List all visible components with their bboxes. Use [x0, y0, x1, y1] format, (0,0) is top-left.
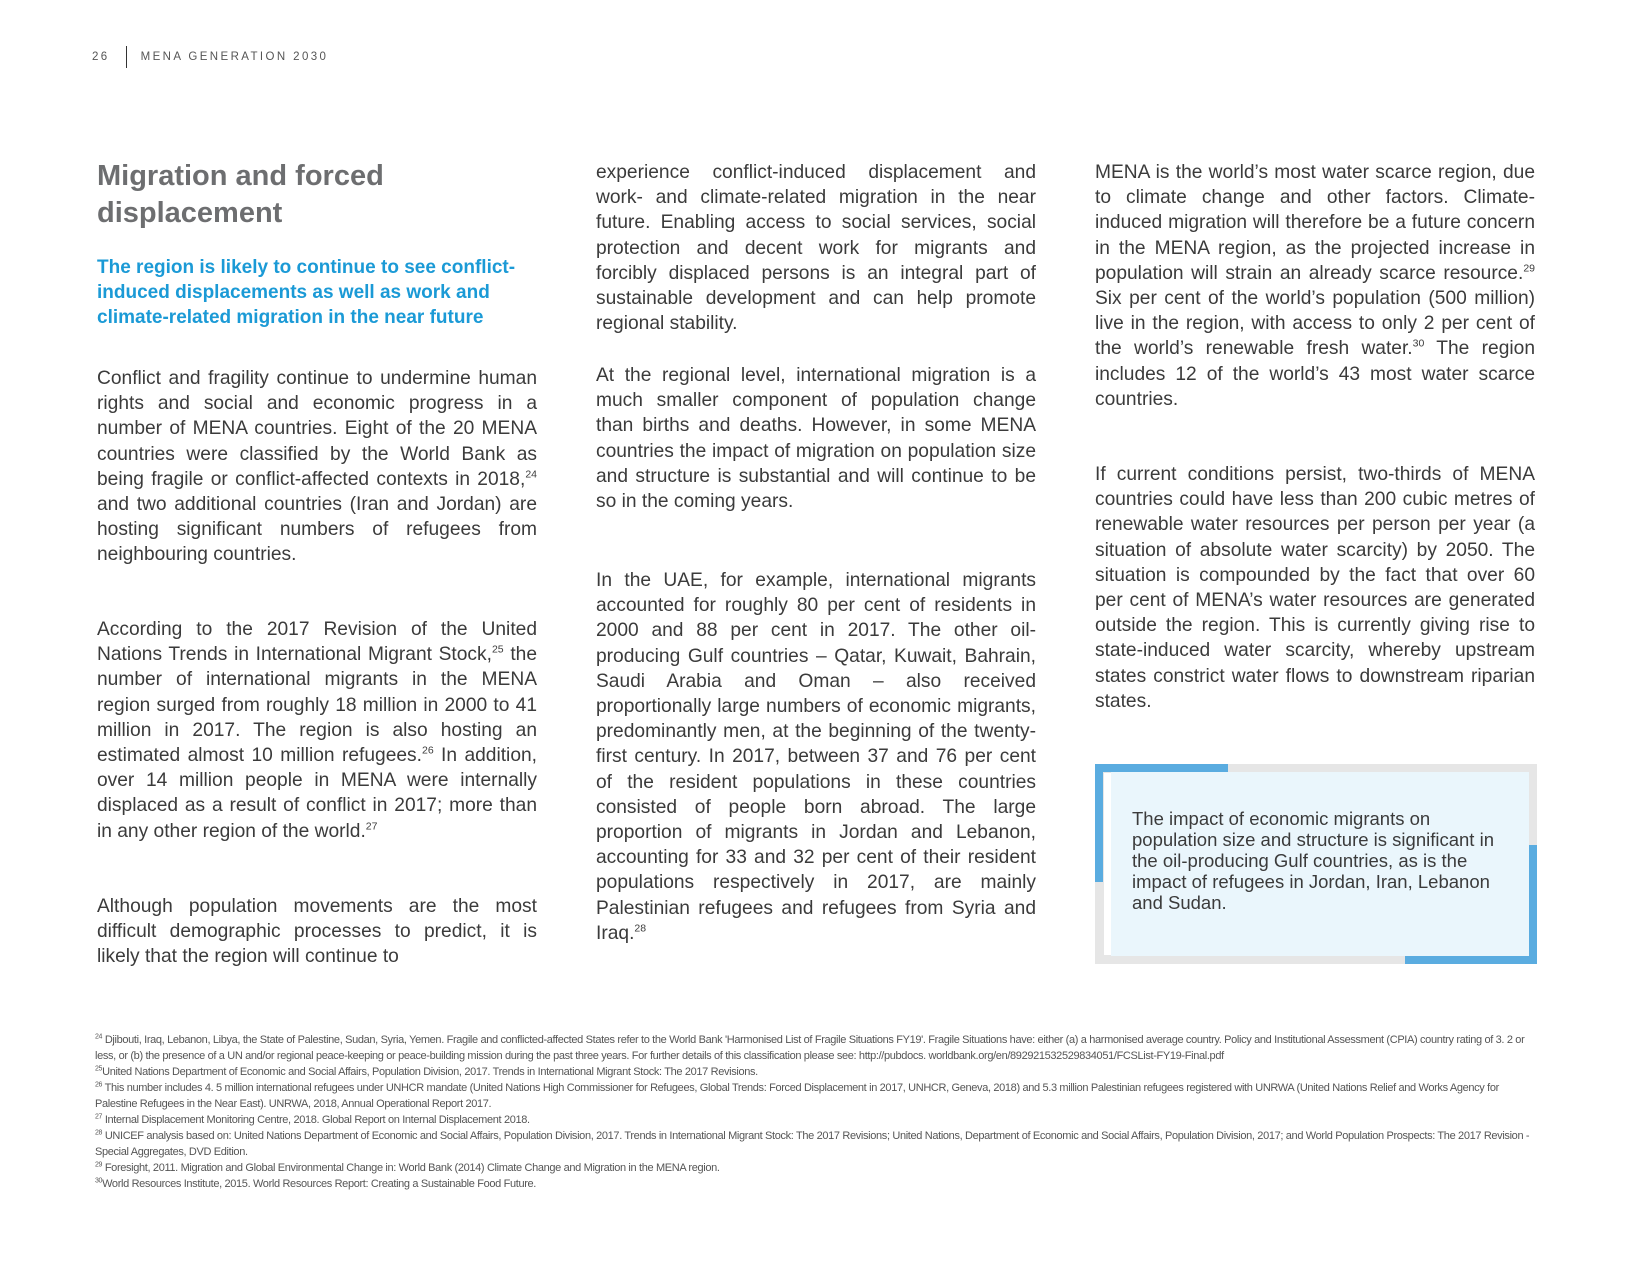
- footnote-ref: 26: [421, 744, 434, 757]
- paragraph: [596, 568, 1036, 946]
- footnote: [95, 1112, 1540, 1128]
- footnotes: [95, 1032, 1540, 1192]
- footnote-number: 26: [95, 1081, 103, 1089]
- footnote-ref: 24: [525, 468, 537, 481]
- footnote-text: Internal Displacement Monitoring Centre, 2018. Global Report on Internal Displacement 2018.: [104, 1114, 530, 1126]
- paragraph: [97, 366, 537, 568]
- running-header: [92, 46, 328, 68]
- footnote-text: United Nations Department of Economic and Social Affairs, Population Division, 2017. Trends in International Migrant Stock: The 2017 Revisions.: [102, 1066, 758, 1078]
- text: Six per cent of the world’s population (500 million) live in the region, with access to only 2 per cent of the world’s renewable fresh water.: [1095, 288, 1535, 360]
- footnote: [95, 1160, 1540, 1176]
- footnote-ref: 30: [1412, 338, 1425, 351]
- footnote-text: This number includes 4. 5 million international refugees under UNHCR mandate (United Nations High Commissioner for Refugees, Global Trends: Forced Displacement in 2017, UNHCR, Geneva, 2018) and 5.3 million Palestinian refugees registered with UNRWA (United Nations Relief and Works Agency for Palestine Refugees in the Near East). UNRWA, 2018, Annual Operational Report 2017.: [95, 1082, 1499, 1110]
- footnote-number: 30: [95, 1177, 103, 1185]
- text: In addition, over 14 million people in MENA were internally displaced as a result of conflict in 2017; more than in any other region of the world.: [97, 745, 537, 842]
- footnote: [95, 1080, 1540, 1112]
- footnote: [95, 1064, 1540, 1080]
- publication-title: MENA GENERATION 2030: [140, 51, 329, 63]
- text: According to the 2017 Revision of the United Nations Trends in International Migrant Stock,: [97, 619, 537, 666]
- footnote: [95, 1032, 1540, 1064]
- callout-box: [1095, 764, 1537, 964]
- callout-accent: [1095, 764, 1228, 772]
- section-subtitle: The region is likely to continue to see conflict-induced displacements as well as work and climate-related migration in the near future: [97, 257, 516, 328]
- paragraph: At the regional level, international migration is a much smaller component of population change than births and deaths. However, in some MENA countries the impact of migration on population size and structure is substantial and will continue to be so in the coming years.: [596, 365, 1036, 513]
- callout-accent: [1528, 845, 1537, 964]
- footnote-ref: 29: [1523, 262, 1535, 275]
- paragraph: If current conditions persist, two-thirds of MENA countries could have less than 200 cubic metres of renewable water resources per person per year (a situation of absolute water scarcity) by 2050. The situation is compounded by the fact that over 60 per cent of MENA’s water resources are generated outside the region. This is currently giving rise to state-induced water scarcity, whereby upstream states constrict water flows to downstream riparian states.: [1095, 464, 1535, 712]
- footnote-number: 24: [95, 1033, 103, 1041]
- text: MENA is the world’s most water scarce region, due to climate change and other factors. Climate-induced migration will therefore be a future concern in the MENA region, as the projected increase in population will strain an already scarce resource.: [1095, 162, 1535, 284]
- paragraph: experience conflict-induced displacement and work- and climate-related migration in the near future. Enabling access to social services, social protection and decent work for migrants and forcibly displaced persons is an integral part of sustainable development and can help promote regional stability.: [596, 162, 1036, 335]
- text: In the UAE, for example, international migrants accounted for roughly 80 per cent of residents in 2000 and 88 per cent in 2017. The other oil-producing Gulf countries – Qatar, Kuwait, Bahrain, Saudi Arabia and Oman – also received proportionally large numbers of economic migrants, predominantly men, at the beginning of the twenty-first century. In 2017, between 37 and 76 per cent of the resident populations in these countries consisted of people born abroad. The large proportion of migrants in Jordan and Lebanon, accounting for 33 and 32 per cent of their resident populations respectively in 2017, are mainly Palestinian refugees and refugees from Syria and Iraq.: [596, 570, 1036, 944]
- footnote-number: 25: [95, 1065, 103, 1073]
- paragraph: Although population movements are the most difficult demographic processes to predict, it is likely that the region will continue to: [97, 896, 537, 968]
- footnote-number: 29: [95, 1161, 103, 1169]
- callout-text: The impact of economic migrants on population size and structure is significant in the oil-producing Gulf countries, as is the impact of refugees in Jordan, Iran, Lebanon and Sudan.: [1132, 808, 1494, 913]
- section-title: Migration and forced displacement: [97, 160, 384, 229]
- footnote: [95, 1176, 1540, 1192]
- text: The region includes 12 of the world’s 43 most water scarce countries.: [1095, 338, 1535, 410]
- text: the number of international migrants in the MENA region surged from roughly 18 million in 2000 to 41 million in 2017. The region is also hosting an estimated almost 10 million refugees.: [97, 644, 537, 767]
- text: Conflict and fragility continue to undermine human rights and social and economic progress in a number of MENA countries. Eight of the 20 MENA countries were classified by the World Bank as being fragile or conflict-affected contexts in 2018,: [97, 368, 537, 490]
- footnote-text: Foresight, 2011. Migration and Global Environmental Change in: World Bank (2014) Climate Change and Migration in the MENA region.: [104, 1162, 720, 1174]
- footnote-number: 28: [95, 1129, 103, 1137]
- paragraph: [1095, 160, 1535, 412]
- callout-accent: [1095, 764, 1103, 882]
- callout-accent: [1405, 955, 1537, 964]
- footnote-ref: 25: [491, 643, 504, 656]
- paragraph: [97, 617, 537, 844]
- footnote-text: World Resources Institute, 2015. World Resources Report: Creating a Sustainable Food Future.: [102, 1178, 536, 1190]
- footnote-text: UNICEF analysis based on: United Nations Department of Economic and Social Affairs, Population Division, 2017. Trends in International Migrant Stock: The 2017 Revisions; United Nations, Department of Economic and Social Affairs, Population Division, 2017; and World Population Prospects: The 2017 Revision - Special Aggregates, DVD Edition.: [95, 1130, 1530, 1158]
- footnote-number: 27: [95, 1113, 103, 1121]
- footnote-text: Djibouti, Iraq, Lebanon, Libya, the State of Palestine, Sudan, Syria, Yemen. Fragile and conflicted-affected States refer to the World Bank 'Harmonised List of Fragile Situations FY19'. Fragile Situations have: either (a) a harmonised average country. Policy and Institutional Assessment (CPIA) country rating of 3. 2 or less, or (b) the presence of a UN and/or regional peace-keeping or peace-building mission during the past three years. For further details of this classification please see: http://pubdocs. worldbank.org/en/892921532529834051/FCSList-FY19-Final.pdf: [95, 1034, 1525, 1062]
- text: and two additional countries (Iran and Jordan) are hosting significant numbers of refugees from neighbouring countries.: [97, 494, 537, 566]
- page-number: 26: [92, 51, 110, 63]
- footnote-ref: 27: [365, 820, 378, 833]
- footnote-ref: 28: [634, 922, 647, 935]
- footnote: [95, 1128, 1540, 1160]
- header-divider: [126, 46, 127, 68]
